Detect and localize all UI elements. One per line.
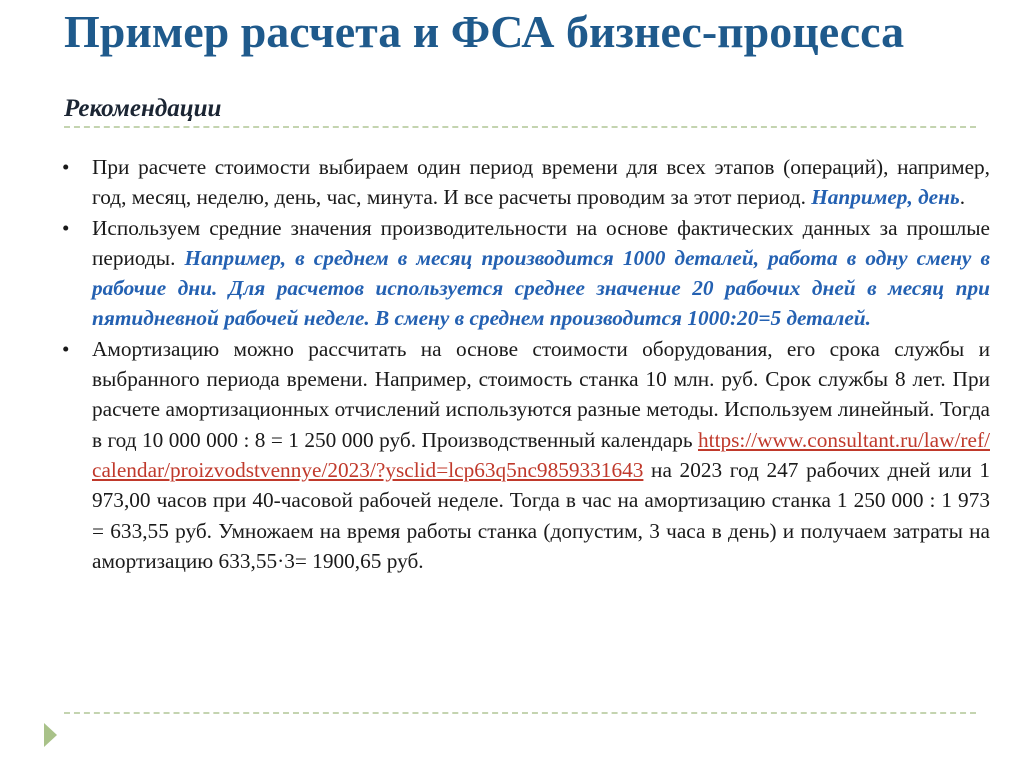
top-divider [64, 126, 976, 128]
bullet-text: Используем средние значения производительности на основе фактических данных за прошлые периоды. [92, 215, 990, 270]
bullet-text: При расчете стоимости выбираем один период времени для всех этапов (операций), например, год, месяц, неделю, день, час, минута. И все расчеты проводим за этот период. [92, 155, 990, 210]
bullet-item-period [62, 152, 990, 213]
bottom-divider [64, 712, 976, 714]
calendar-link[interactable]: https://www.consultant.ru/law/ref/calendar/proizvodstvennye/2023/?ysclid=lcp63q5nc9859331643 [92, 427, 990, 482]
bullet-marker: • [62, 155, 70, 179]
bullet-text: . [959, 185, 966, 210]
bullet-marker: • [62, 215, 70, 240]
bullet-item-productivity [62, 213, 990, 334]
bullet-text: на 2023 год 247 рабочих дней или 1 973,00 часов при 40-часовой рабочей неделе. Тогда в час на амортизацию станка 1 250 000 : 1 973 = 633,55 руб. Умножаем на время работы станка (допустим, 3 часа в день) и получаем затраты на амортизацию 633,55·3= 1900,65 руб. [92, 457, 990, 573]
bullet-marker: • [62, 336, 70, 361]
slide-title: Пример расчета и ФСА бизнес-процесса [64, 6, 905, 57]
bullet-item-amortization [62, 334, 990, 576]
bullet-list [62, 152, 990, 576]
bullet-highlight: Например, в среднем в месяц производится 1000 деталей, работа в одну смену в рабочие дни. Для расчетов используется среднее значение 20 рабочих дней в месяц при пятидневной рабочей неделе. В смену в среднем производится 1000:20=5 деталей. [92, 245, 990, 331]
triangle-right-icon [44, 723, 57, 747]
bullet-highlight: Например, день [811, 185, 960, 210]
slide-subtitle: Рекомендации [64, 95, 222, 122]
bullet-text: Амортизацию можно рассчитать на основе стоимости оборудования, его срока службы и выбранного периода времени. Например, стоимость станка 10 млн. руб. Срок службы 8 лет. При расчете амортизационных отчислений используются разные методы. Используем линейный. Тогда в год 10 000 000 : 8 = 1 250 000 руб. Производственный календарь [92, 336, 990, 452]
